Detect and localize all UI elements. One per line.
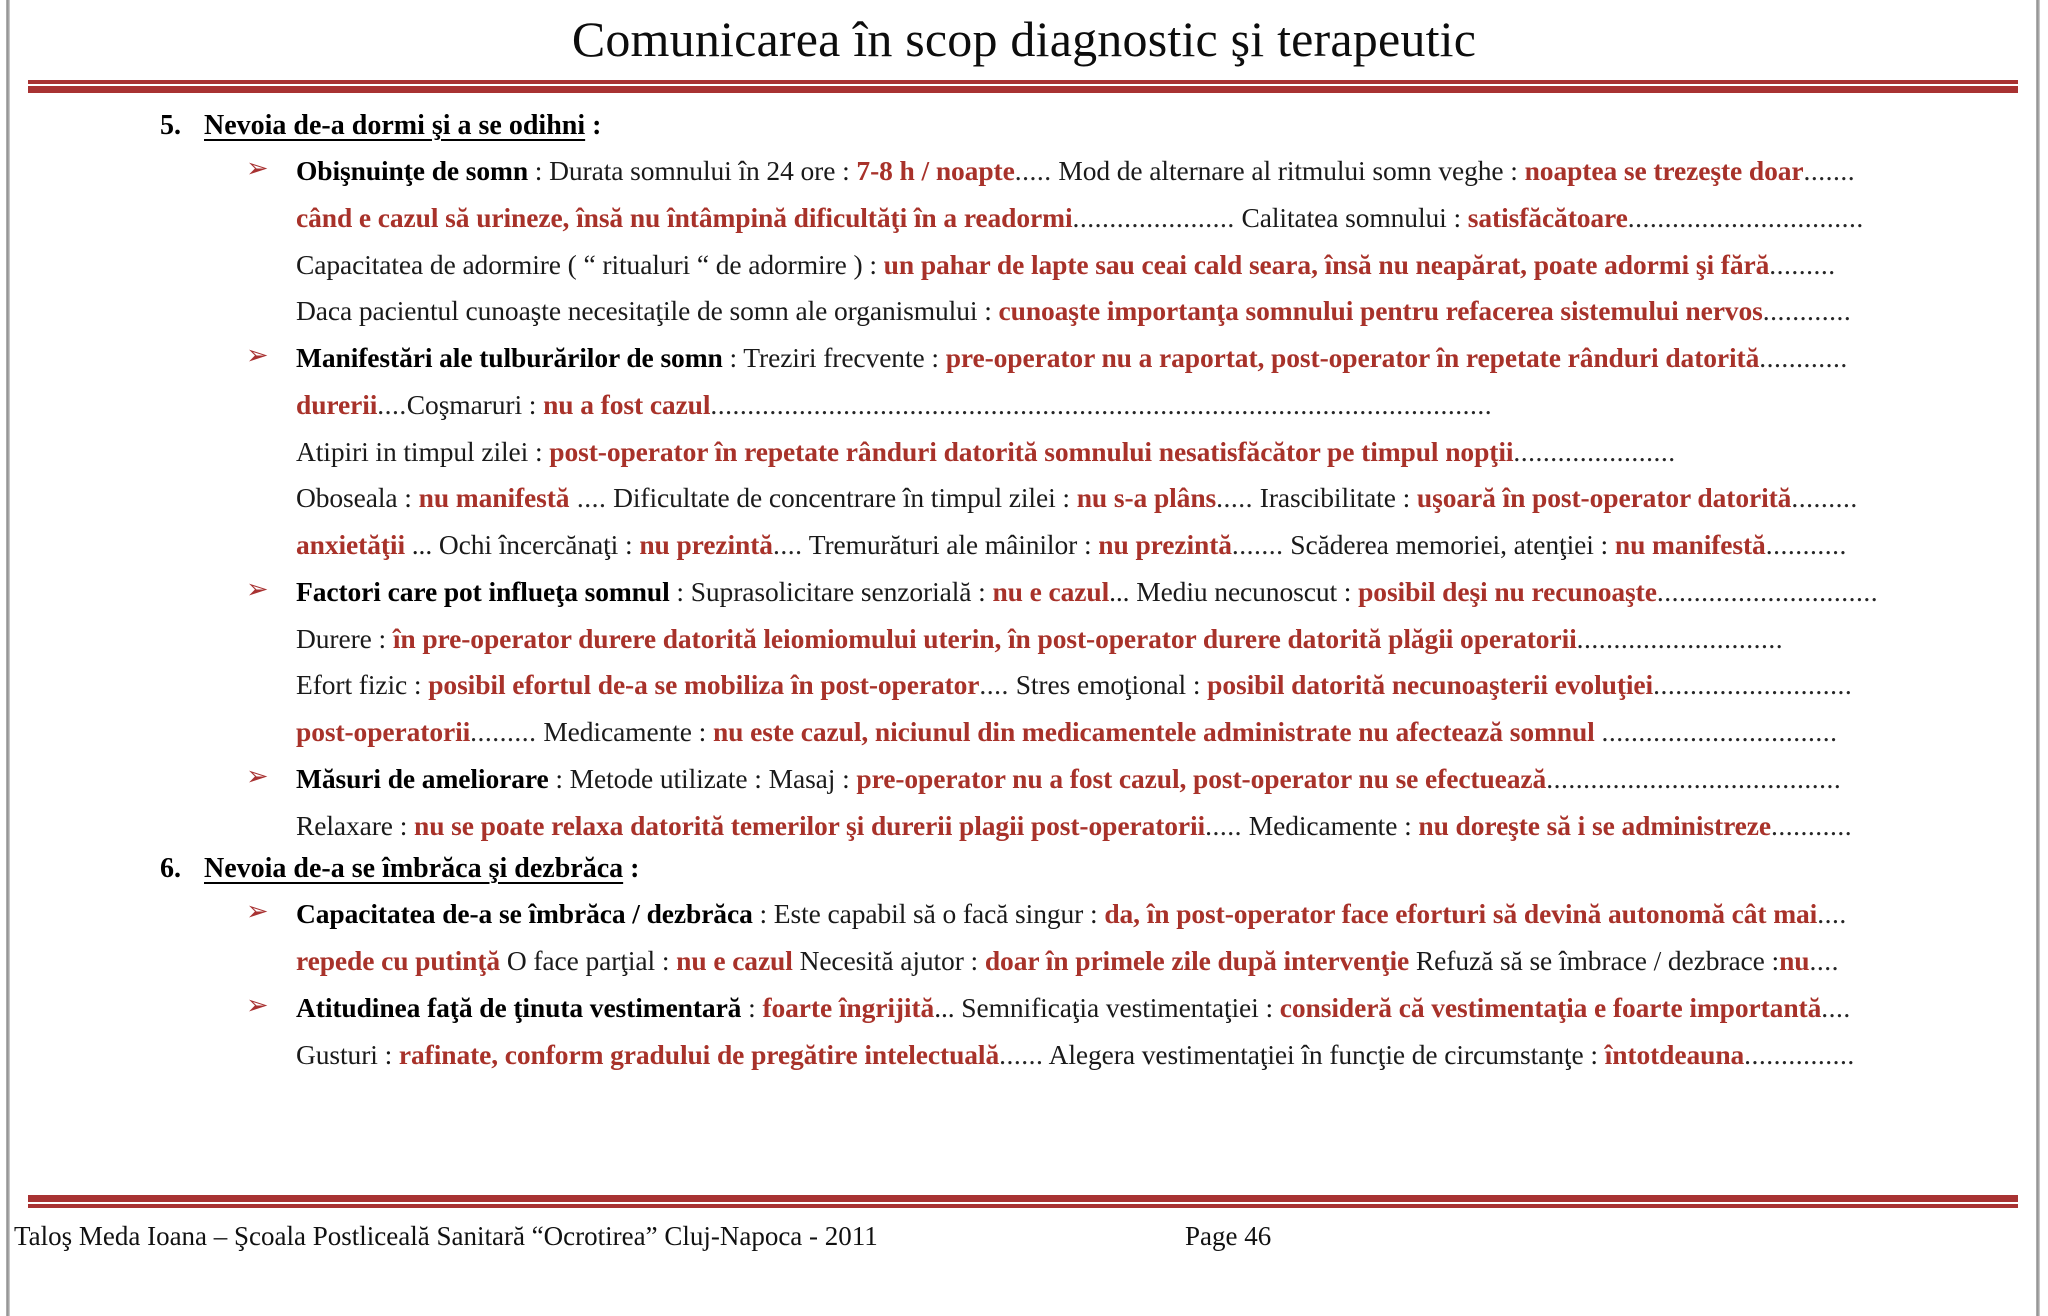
arrow-bullet-icon: ➢ xyxy=(246,153,269,184)
field-question: : Durata somnului în 24 ore : xyxy=(528,155,857,186)
field-question: Mod de alternare al ritmului somn veghe : xyxy=(1051,155,1525,186)
field-answer: nu manifestă xyxy=(1614,529,1766,560)
text-line xyxy=(296,429,2048,476)
field-answer: uşoară în post-operator datorită xyxy=(1416,482,1792,514)
page-title: Comunicarea în scop diagnostic şi terapeutic xyxy=(571,11,1477,67)
field-question: : Este capabil să o facă singur : xyxy=(752,898,1105,930)
dot-leader: .......................................................................................................... xyxy=(710,388,1493,420)
field-answer: pre-operator nu a fost cazul, post-operator nu se efectuează xyxy=(856,762,1547,794)
dot-leader: ...................... xyxy=(1513,435,1676,467)
text-line xyxy=(296,985,2048,1032)
text-line xyxy=(296,148,2048,195)
dot-leader: ......... xyxy=(470,716,537,747)
field-answer: post-operator în repetate rânduri datorită somnului nesatisfăcător pe timpul nopţii xyxy=(549,435,1514,467)
bullet-lines xyxy=(246,335,2048,569)
header-divider-line-bottom xyxy=(28,86,2018,93)
footer-divider xyxy=(28,1195,2018,1208)
bullet-lines xyxy=(246,569,2048,756)
field-question: Irascibilitate : xyxy=(1253,482,1417,514)
section-number: 6. xyxy=(160,853,181,885)
dot-leader: ......... xyxy=(1769,248,1836,280)
dot-leader: ....... xyxy=(1231,529,1284,560)
section-title: Nevoia de-a se îmbrăca şi dezbrăca xyxy=(204,853,624,885)
field-label: Manifestări ale tulburărilor de somn xyxy=(296,342,723,373)
footer-author: Taloş Meda Ioana – Şcoala Postliceală Sanitară “Ocrotirea” Cluj-Napoca - 2011 xyxy=(14,1221,878,1251)
field-question: Relaxare : xyxy=(296,809,415,841)
text-line xyxy=(296,1032,2048,1079)
bullet-lines xyxy=(246,891,2048,985)
dot-leader: ............................ xyxy=(1576,622,1784,654)
field-answer: posibil efortul de-a se mobiliza în post-operator xyxy=(428,669,980,701)
field-answer: nu s-a plâns xyxy=(1076,482,1217,514)
bullet-obisnuinte-de-somn xyxy=(0,148,2048,335)
arrow-bullet-icon: ➢ xyxy=(246,340,269,371)
field-answer: nu manifestă xyxy=(418,482,570,514)
field-question: O face parţial : xyxy=(500,945,677,976)
field-answer: foarte îngrijită xyxy=(762,991,935,1023)
dot-leader: ....... xyxy=(1803,155,1856,186)
field-label: Capacitatea de-a se îmbrăca / dezbrăca xyxy=(296,898,753,930)
field-answer: consideră că vestimentaţia e foarte importantă xyxy=(1279,991,1822,1023)
dot-leader: ................................ xyxy=(1627,201,1864,233)
field-answer: nu a fost cazul xyxy=(543,388,711,420)
section-colon: : xyxy=(630,853,640,885)
section-heading-6 xyxy=(0,853,2048,885)
text-line xyxy=(296,475,2048,522)
dot-leader: .... xyxy=(1817,898,1847,930)
text-line xyxy=(296,382,2048,429)
arrow-bullet-icon: ➢ xyxy=(246,573,269,605)
footer-page-number: Page 46 xyxy=(1185,1221,1272,1251)
bullet-factori-influenta-somn xyxy=(0,569,2048,756)
bullet-masuri-de-ameliorare xyxy=(0,756,2048,850)
field-answer: pre-operator nu a raportat, post-operator în repetate rânduri datorită xyxy=(945,342,1760,373)
text-line xyxy=(296,522,2048,569)
page-footer xyxy=(0,1215,2048,1275)
document-content xyxy=(0,110,2048,1078)
field-answer: nu e cazul xyxy=(992,575,1110,607)
dot-leader: ........................................ xyxy=(1546,762,1842,794)
field-question: Oboseala : xyxy=(296,482,419,514)
text-line xyxy=(296,938,2048,985)
field-question: Efort fizic : xyxy=(296,669,429,701)
dot-leader: ............... xyxy=(1744,1038,1855,1070)
field-answer: când e cazul să urineze, însă nu întâmpină dificultăţi în a readormi xyxy=(296,201,1073,233)
field-question: Coşmaruri : xyxy=(406,388,544,420)
text-line xyxy=(296,616,2048,663)
field-question: : xyxy=(741,991,763,1023)
field-answer: nu este cazul, niciunul din medicamentele administrate nu afectează somnul xyxy=(712,716,1602,747)
field-answer: nu prezintă xyxy=(1098,529,1232,560)
field-answer: 7-8 h / noapte xyxy=(856,155,1015,186)
field-label: Atitudinea faţă de ţinuta vestimentară xyxy=(296,991,742,1023)
field-question: Scăderea memoriei, atenţiei : xyxy=(1283,529,1615,560)
field-answer: rafinate, conform gradului de pregătire intelectuală xyxy=(398,1038,1000,1070)
text-line xyxy=(296,335,2048,382)
text-line xyxy=(296,756,2048,803)
dot-leader: ..... xyxy=(1014,155,1052,186)
header-divider xyxy=(28,80,2018,93)
field-question: Daca pacientul cunoaşte necesitaţile de somn ale organismului : xyxy=(296,295,999,327)
field-answer: anxietăţii xyxy=(296,529,405,560)
dot-leader: ...... xyxy=(999,1038,1044,1070)
dot-leader: ........... xyxy=(1771,809,1853,841)
field-question: ... Semnificaţia vestimentaţiei : xyxy=(934,991,1280,1023)
field-answer: nu xyxy=(1779,945,1810,976)
section-title: Nevoia de-a dormi şi a se odihni xyxy=(204,110,586,141)
dot-leader: .... xyxy=(1809,945,1839,976)
field-label: Obişnuinţe de somn xyxy=(296,155,529,186)
section-heading-5 xyxy=(0,110,2048,142)
arrow-bullet-icon: ➢ xyxy=(246,989,269,1021)
field-question: ... Ochi încercănaţi : xyxy=(405,529,640,560)
field-question: Tremurături ale mâinilor : xyxy=(802,529,1099,560)
dot-leader: .... xyxy=(377,388,407,420)
text-line xyxy=(296,195,2048,242)
field-answer: nu doreşte să i se administreze xyxy=(1418,809,1771,841)
field-answer: un pahar de lapte sau ceai cald seara, însă nu neapărat, poate adormi şi fără xyxy=(883,248,1770,280)
dot-leader: .... xyxy=(1821,991,1851,1023)
field-question: Necesită ajutor : xyxy=(792,945,985,976)
dot-leader: ..... xyxy=(1205,809,1242,841)
field-answer: în pre-operator durere datorită leiomiomului uterin, în post-operator durere datorită plăgii operatorii xyxy=(392,622,1577,654)
field-question: Stres emoţional : xyxy=(1008,669,1208,701)
field-answer: doar în primele zile după intervenţie xyxy=(984,945,1410,976)
field-question: Alegera vestimentaţiei în funcţie de circumstanţe : xyxy=(1043,1038,1605,1070)
field-question: : Suprasolicitare senzorială : xyxy=(669,575,993,607)
field-label: Măsuri de ameliorare xyxy=(296,762,549,794)
field-answer: satisfăcătoare xyxy=(1467,201,1628,233)
text-line xyxy=(296,662,2048,709)
field-answer: posibil deşi nu recunoaşte xyxy=(1358,575,1657,607)
field-answer: noaptea se trezeşte doar xyxy=(1524,155,1804,186)
dot-leader: .... xyxy=(979,669,1009,701)
field-answer: durerii xyxy=(296,388,378,420)
bullet-manifestari-tulburari-somn xyxy=(0,335,2048,569)
field-question: Durere : xyxy=(296,622,393,654)
dot-leader: ............ xyxy=(1762,295,1852,327)
field-question: Capacitatea de adormire ( “ ritualuri “ de adormire ) : xyxy=(296,248,884,280)
field-question: Atipiri in timpul zilei : xyxy=(296,435,550,467)
bullet-capacitatea-imbraca-dezbraca xyxy=(0,891,2048,985)
bullet-atitudinea-tinuta-vestimentara xyxy=(0,985,2048,1079)
field-question: : Metode utilizate : Masaj : xyxy=(548,762,857,794)
text-line xyxy=(296,709,2048,756)
dot-leader: ............ xyxy=(1759,342,1848,373)
field-answer: posibil datorită necunoaşterii evoluţiei xyxy=(1207,669,1654,701)
bullet-lines xyxy=(246,148,2048,335)
text-line xyxy=(296,288,2048,335)
field-question: Medicamente : xyxy=(536,716,713,747)
dot-leader: ........... xyxy=(1765,529,1847,560)
dot-leader: ...................... xyxy=(1072,201,1235,233)
field-question: Calitatea somnului : xyxy=(1234,201,1468,233)
field-label: Factori care pot influeţa somnul xyxy=(296,575,670,607)
arrow-bullet-icon: ➢ xyxy=(246,896,269,928)
field-question: Medicamente : xyxy=(1241,809,1419,841)
field-answer: nu e cazul xyxy=(676,945,793,976)
bullet-lines xyxy=(246,756,2048,850)
field-question: Dificultate de concentrare în timpul zilei : xyxy=(606,482,1077,514)
text-line xyxy=(296,242,2048,289)
dot-leader: .... xyxy=(772,529,803,560)
field-answer: post-operatorii xyxy=(296,716,471,747)
field-question: ... Mediu necunoscut : xyxy=(1109,575,1359,607)
field-answer: repede cu putinţă xyxy=(296,945,501,976)
footer-divider-line-top xyxy=(28,1195,2018,1202)
text-line xyxy=(296,803,2048,850)
field-answer: întotdeauna xyxy=(1604,1038,1745,1070)
text-line xyxy=(296,891,2048,938)
dot-leader: ........................... xyxy=(1653,669,1853,701)
dot-leader: ..... xyxy=(1216,482,1254,514)
arrow-bullet-icon: ➢ xyxy=(246,760,269,792)
field-question: : Treziri frecvente : xyxy=(722,342,946,373)
dot-leader: ................................ xyxy=(1601,716,1838,747)
dot-leader: .... xyxy=(569,482,607,514)
footer-divider-line-bottom xyxy=(28,1204,2018,1208)
dot-leader: .............................. xyxy=(1656,575,1879,607)
field-answer: nu se poate relaxa datorită temerilor şi durerii plagii post-operatorii xyxy=(414,809,1206,841)
field-question: Gusturi : xyxy=(296,1038,399,1070)
field-answer: nu prezintă xyxy=(639,529,773,560)
field-answer: da, în post-operator face eforturi să devină autonomă cât mai xyxy=(1104,898,1818,930)
field-question: Refuză să se îmbrace / dezbrace : xyxy=(1409,945,1780,976)
field-answer: cunoaşte importanţa somnului pentru refacerea sistemului nervos xyxy=(998,295,1763,327)
text-line xyxy=(296,569,2048,616)
dot-leader: ......... xyxy=(1791,482,1858,514)
section-colon: : xyxy=(592,110,602,141)
section-number: 5. xyxy=(160,110,181,141)
bullet-lines xyxy=(246,985,2048,1079)
